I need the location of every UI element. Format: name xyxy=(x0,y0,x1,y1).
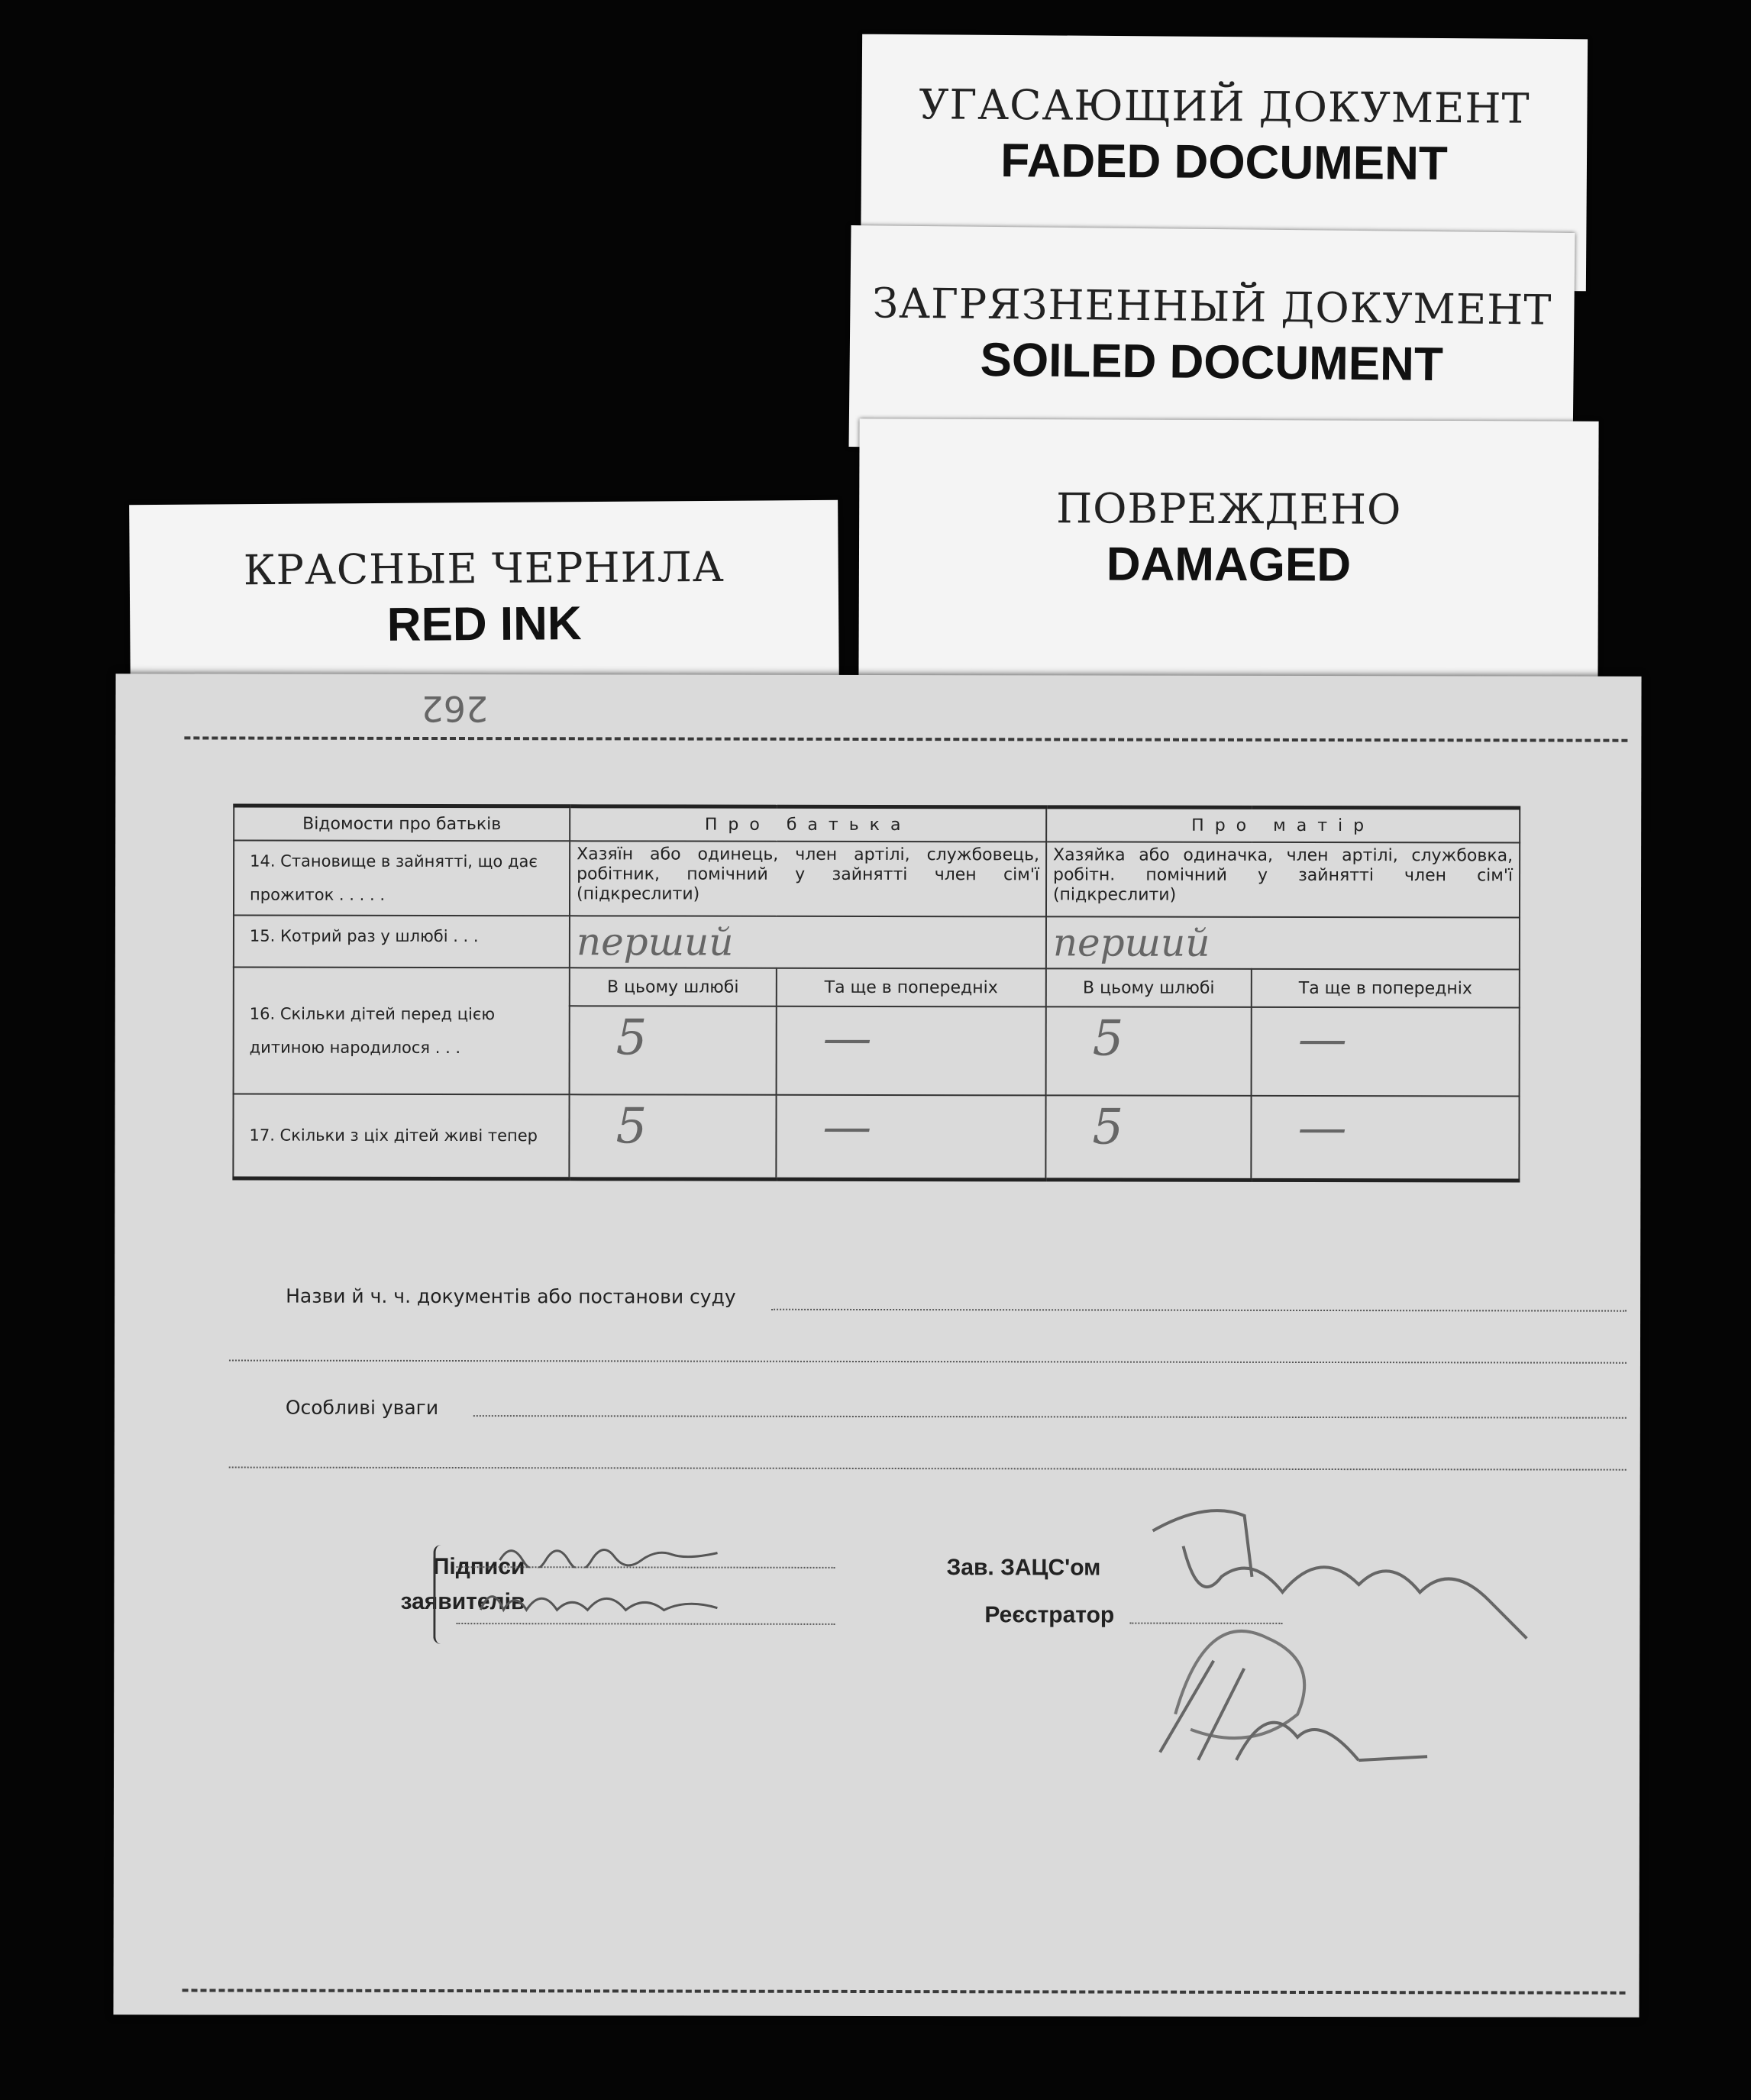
tag-soiled-ru: ЗАГРЯЗНЕННЫЙ ДОКУМЕНТ xyxy=(872,279,1552,334)
official-signatures xyxy=(1129,1485,1588,1810)
applicants-brace xyxy=(433,1545,446,1644)
row17-father-prev: — xyxy=(776,1095,1045,1180)
row16-label: 16. Скільки дітей перед цією дитиною народилося . . . xyxy=(234,968,570,1095)
remarks-line-1 xyxy=(473,1415,1627,1419)
applicant-signature-2 xyxy=(473,1583,748,1625)
table-row-occupation xyxy=(234,841,1520,918)
tag-faded-ru: УГАСАЮЩИЙ ДОКУМЕНТ xyxy=(919,80,1530,133)
header-father: Про батька xyxy=(570,806,1046,842)
row14-mother: Хазяйка або одиначка, член артілі, службовка, робітн. помічний у зайнятті член сім'ї (підкреслити) xyxy=(1046,842,1520,917)
row17-mother-prev: — xyxy=(1251,1096,1519,1181)
row14-father: Хазяїн або одинець, член артілі, службовець, робітник, помічний у зайнятті член сім'ї (підкреслити) xyxy=(570,841,1046,916)
applicants-label-2: заявителів xyxy=(400,1588,525,1615)
parents-table xyxy=(232,804,1520,1182)
row16-father-prev: — xyxy=(776,1006,1045,1096)
documents-line-1 xyxy=(771,1309,1627,1312)
perforation-top xyxy=(184,736,1627,741)
tag-damaged-en: DAMAGED xyxy=(1106,538,1352,592)
header-parents-info: Відомости про батьків xyxy=(234,806,570,841)
subheader-mother-prev: Та ще в попередніх xyxy=(1252,969,1520,1008)
subheader-father-prev: Та ще в попередніх xyxy=(777,968,1046,1007)
row16-father-this: 5 xyxy=(570,1006,777,1094)
tag-soiled-en: SOILED DOCUMENT xyxy=(980,333,1444,392)
table-row-children-alive xyxy=(233,1094,1519,1181)
header-mother: Про матір xyxy=(1046,807,1520,843)
documents-label: Назви й ч. ч. документів або постанови суду xyxy=(286,1284,736,1308)
remarks-label: Особливі уваги xyxy=(285,1396,439,1419)
row15-label: 15. Котрий раз у шлюбі . . . xyxy=(234,916,570,968)
subheader-mother-this: В цьому шлюбі xyxy=(1046,968,1252,1006)
row17-mother-this: 5 xyxy=(1045,1095,1251,1179)
tag-damaged-ru: ПОВРЕЖДЕНО xyxy=(1056,484,1402,534)
tag-red-ink xyxy=(129,500,839,696)
registrar-label: Реєстратор xyxy=(984,1602,1115,1628)
tag-faded-en: FADED DOCUMENT xyxy=(1000,134,1449,191)
head-of-registry-label: Зав. ЗАЦС'ом xyxy=(946,1555,1101,1581)
row17-label: 17. Скільки з ціх дітей живі тепер xyxy=(233,1094,569,1179)
tag-red-ink-ru: КРАСНЫЕ ЧЕРНИЛА xyxy=(243,542,725,595)
archive-number: 262 xyxy=(421,687,489,730)
table-row-subheaders xyxy=(234,968,1520,1008)
tag-damaged xyxy=(858,418,1598,688)
perforation-bottom xyxy=(183,1989,1626,1994)
applicants-label-1: Підписи xyxy=(432,1553,525,1580)
subheader-father-this: В цьому шлюбі xyxy=(570,968,777,1006)
table-header-row xyxy=(234,806,1520,842)
row15-mother: перший xyxy=(1046,916,1520,969)
row16-mother-this: 5 xyxy=(1046,1006,1252,1095)
tag-red-ink-en: RED INK xyxy=(386,597,582,651)
table-row-marriage-count xyxy=(234,916,1520,970)
row16-mother-prev: — xyxy=(1252,1007,1520,1097)
row17-father-this: 5 xyxy=(569,1094,776,1178)
row15-father: перший xyxy=(570,916,1046,968)
documents-line-2 xyxy=(229,1360,1627,1364)
applicant-signature-1 xyxy=(496,1537,725,1576)
form-sheet xyxy=(113,674,1641,2017)
remarks-line-2 xyxy=(229,1467,1627,1471)
row14-label: 14. Становище в зайнятті, що дає прожиток . . . . . xyxy=(234,841,570,916)
